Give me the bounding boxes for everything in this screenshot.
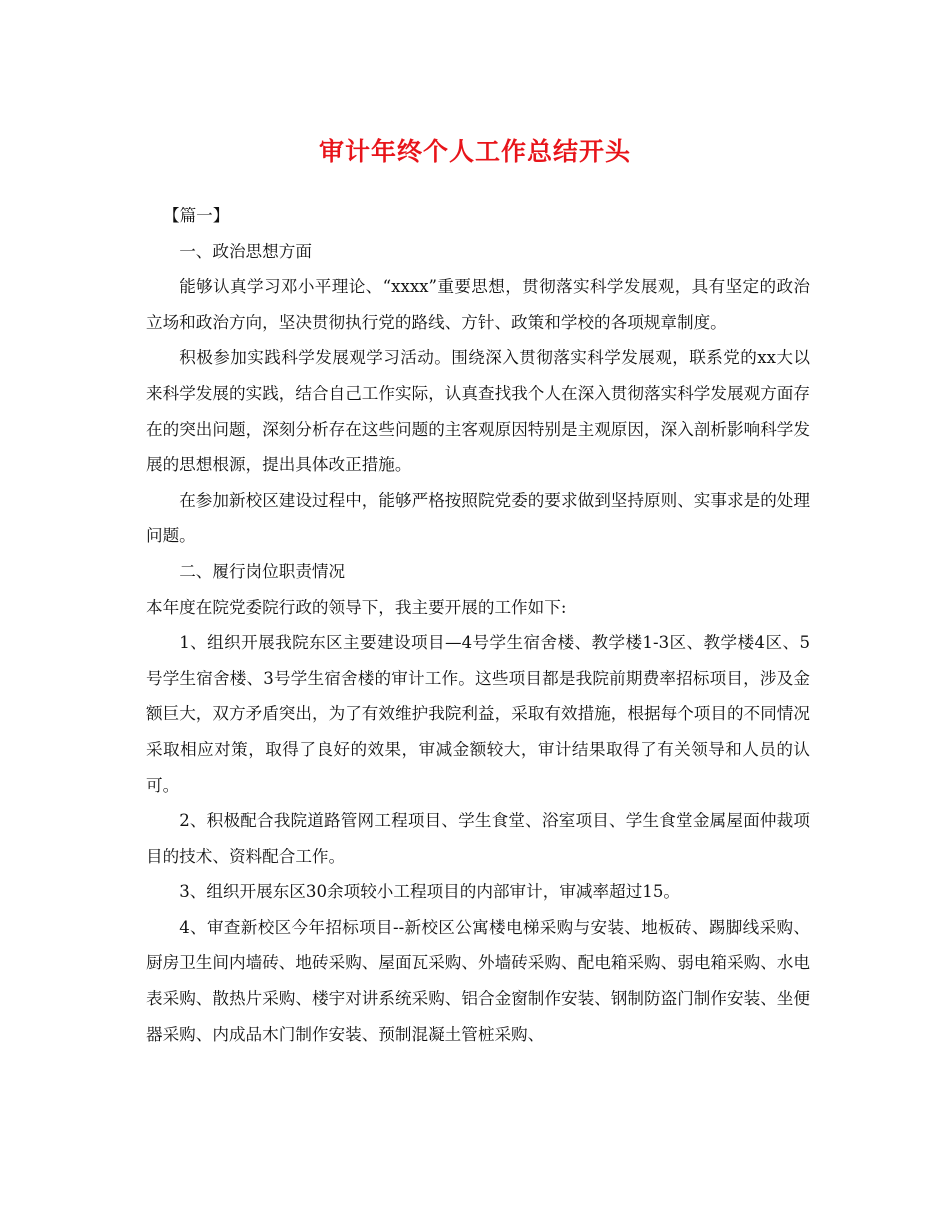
list-item-2: 2、积极配合我院道路管网工程项目、学生食堂、浴室项目、学生食堂金属屋面仲裁项目的技术、资料配合工作。	[146, 811, 810, 866]
list-item-3: 3、组织开展东区30余项较小工程项目的内部审计，审减率超过15。	[179, 882, 681, 902]
section-heading-political: 一、政治思想方面	[179, 241, 312, 261]
paragraph-study: 能够认真学习邓小平理论、“xxxx”重要思想，贯彻落实科学发展观，具有坚定的政治立场和政治方向，坚决贯彻执行党的路线、方针、政策和学校的各项规章制度。	[146, 277, 810, 332]
list-item-4: 4、审查新校区今年招标项目--新校区公寓楼电梯采购与安装、地板砖、踢脚线采购、厨房卫生间内墙砖、地砖采购、屋面瓦采购、外墙砖采购、配电箱采购、弱电箱采购、水电表采购、散热片采购、楼宇对讲系统采购、铝合金窗制作安装、钢制防盗门制作安装、坐便器采购、内成品木门制作安装、预制混凝土管桩采购、	[146, 917, 810, 1044]
document-title: 审计年终个人工作总结开头	[318, 137, 631, 166]
section-heading-duties: 二、履行岗位职责情况	[179, 561, 346, 581]
paragraph-intro: 本年度在院党委院行政的领导下，我主要开展的工作如下:	[146, 597, 567, 617]
paragraph-campus: 在参加新校区建设过程中，能够严格按照院党委的要求做到坚持原则、实事求是的处理问题。	[146, 490, 810, 546]
paragraph-practice: 积极参加实践科学发展观学习活动。围绕深入贯彻落实科学发展观，联系党的xx大以来科学发展的实践，结合自己工作实际，认真查找我个人在深入贯彻落实科学发展观方面存在的突出问题，深刻分析存在这些问题的主客观原因特别是主观原因，深入剖析影响科学发展的思想根源，提出具体改正措施。	[146, 348, 810, 475]
list-item-1: 1、组织开展我院东区主要建设项目—4号学生宿舍楼、教学楼1-3区、教学楼4区、5号学生宿舍楼、3号学生宿舍楼的审计工作。这些项目都是我院前期费率招标项目，涉及金额巨大，双方矛盾突出，为了有效维护我院利益，采取有效措施，根据每个项目的不同情况采取相应对策，取得了良好的效果，审减金额较大，审计结果取得了有关领导和人员的认可。	[146, 633, 810, 795]
section-marker: 【篇一】	[163, 206, 230, 225]
document-body	[146, 198, 810, 1052]
